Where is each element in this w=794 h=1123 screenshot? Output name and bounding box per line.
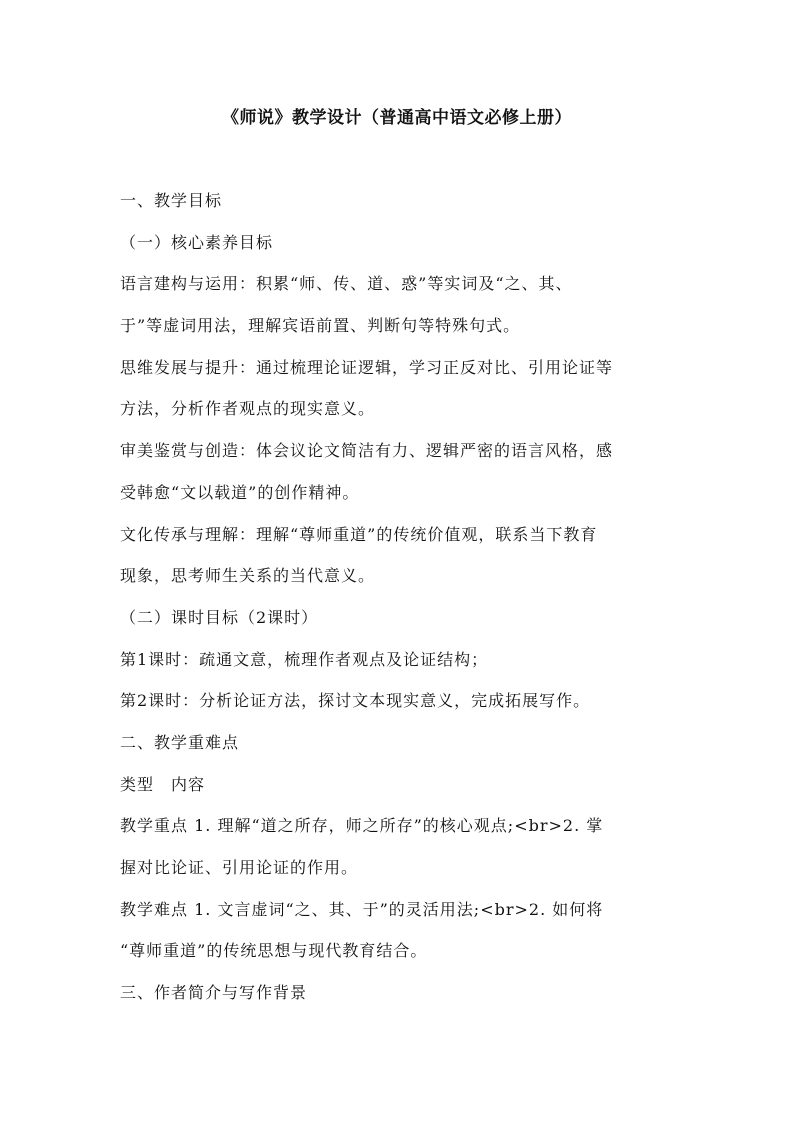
paragraph-line: 教学难点 1. 文言虚词“之、其、于”的灵活用法;<br>2. 如何将: [120, 899, 604, 919]
section-heading-key-points: 二、教学重难点: [120, 732, 240, 752]
paragraph-line: “尊师重道”的传统思想与现代教育结合。: [120, 941, 428, 961]
paragraph-line: 第2课时：分析论证方法，探讨文本现实意义，完成拓展写作。: [120, 691, 591, 711]
paragraph-line: 语言建构与运用：积累“师、传、道、惑”等实词及“之、其、: [120, 274, 573, 294]
document-title: 《师说》教学设计（普通高中语文必修上册）: [222, 108, 572, 128]
paragraph-line: 方法，分析作者观点的现实意义。: [120, 399, 376, 419]
paragraph-line: 审美鉴赏与创造：体会议论文简洁有力、逻辑严密的语言风格，感: [120, 441, 614, 461]
paragraph-line: 受韩愈“文以载道”的创作精神。: [120, 482, 360, 502]
section-heading-objectives: 一、教学目标: [120, 191, 223, 210]
section-heading-author-background: 三、作者简介与写作背景: [120, 983, 308, 1003]
document-body: [120, 186, 680, 1020]
paragraph-line: 思维发展与提升：通过梳理论证逻辑，学习正反对比、引用论证等: [120, 357, 614, 377]
paragraph-line: 教学重点 1. 理解“道之所存，师之所存”的核心观点;<br>2. 掌: [120, 816, 604, 836]
paragraph-line: 握对比论证、引用论证的作用。: [120, 858, 359, 877]
subheading-lesson-goals: （二）课时目标（2课时）: [120, 607, 319, 627]
paragraph-line: 文化传承与理解：理解“尊师重道”的传统价值观，联系当下教育: [120, 524, 598, 544]
paragraph-line: 第1课时：疏通文意，梳理作者观点及论证结构；: [120, 649, 489, 669]
table-header-line: 类型 内容: [120, 774, 206, 794]
paragraph-line: 现象，思考师生关系的当代意义。: [120, 566, 376, 586]
paragraph-line: 于”等虚词用法，理解宾语前置、判断句等特殊句式。: [120, 316, 521, 336]
subheading-core-literacy: （一）核心素养目标: [120, 232, 274, 252]
